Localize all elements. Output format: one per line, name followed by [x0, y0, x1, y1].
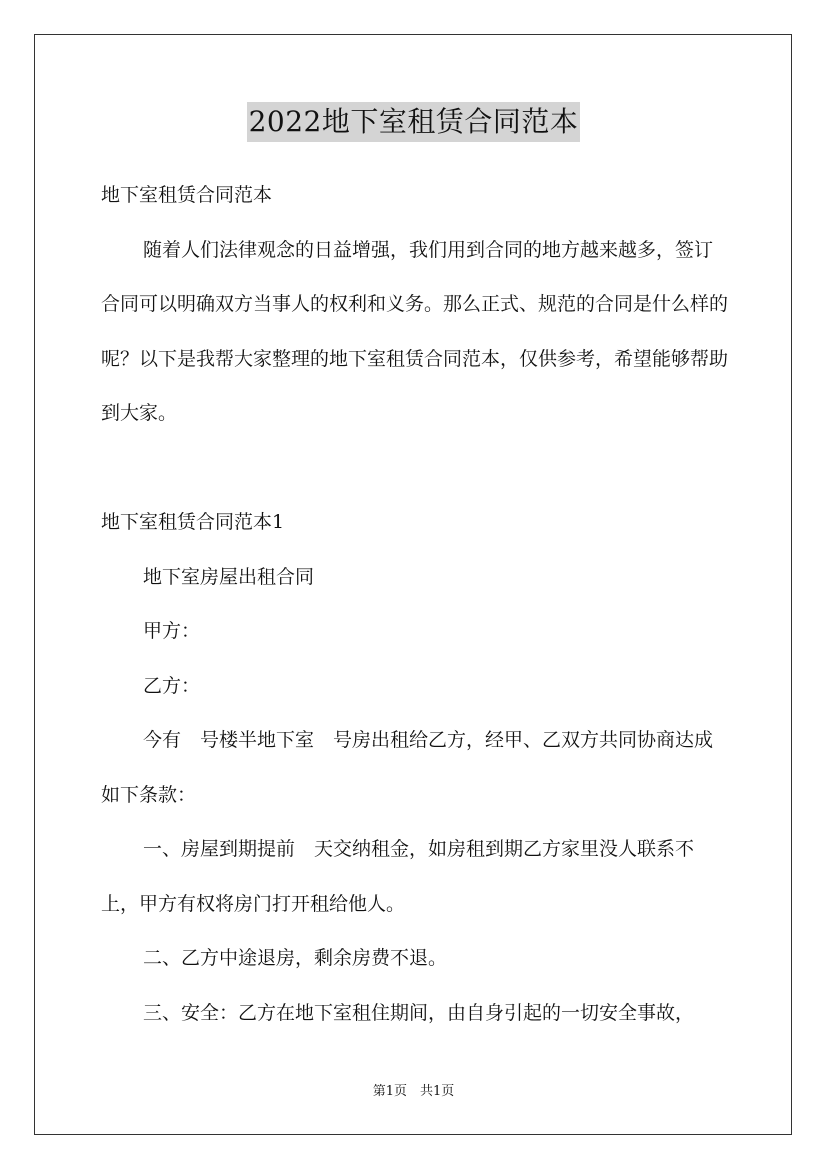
clause-2: 二、乙方中途退房，剩余房费不退。: [143, 947, 448, 969]
intro-paragraph: 随着人们法律观念的日益增强，我们用到合同的地方越来越多，签订合同可以明确双方当事人的权利和义务。那么正式、规范的合同是什么样的呢？以下是我帮大家整理的地下室租赁合同范本，仅供参考，希望能够帮助到大家。: [101, 238, 729, 424]
section-heading: 地下室租赁合同范本: [101, 184, 273, 206]
blank-line: [101, 441, 731, 496]
party-b-line: 乙方：: [143, 674, 201, 697]
party-a-line: 甲方：: [143, 620, 201, 642]
section-heading-1: 地下室租赁合同范本1: [101, 511, 285, 533]
clause-3: 三、安全：乙方在地下室租住期间，由自身引起的一切安全事故，: [143, 1001, 695, 1024]
preamble-paragraph: 今有 号楼半地下室 号房出租给乙方，经甲、乙双方共同协商达成如下条款：: [101, 729, 714, 806]
document-body: [101, 168, 731, 1040]
clause-1: 一、房屋到期提前 天交纳租金，如房租到期乙方家里没人联系不上，甲方有权将房门打开租给他人。: [101, 838, 695, 915]
title-container: [0, 102, 827, 142]
page-footer: 第1页 共1页: [372, 1084, 455, 1099]
document-title: 2022地下室租赁合同范本: [247, 102, 581, 142]
contract-title: 地下室房屋出租合同: [143, 565, 315, 588]
